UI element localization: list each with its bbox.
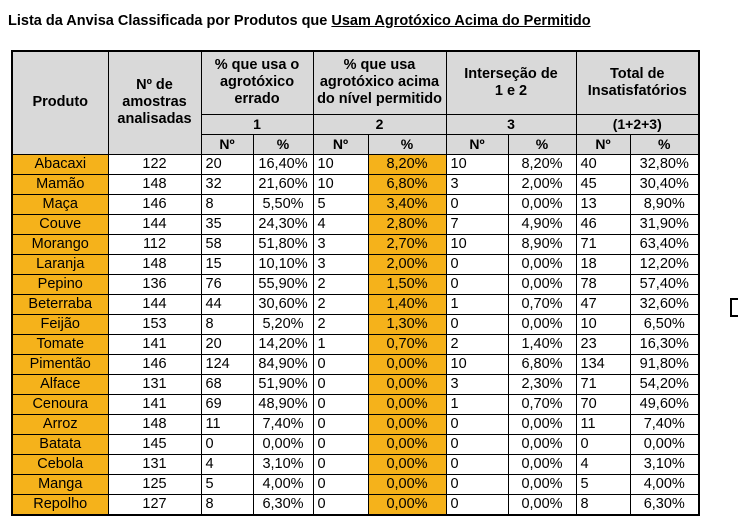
cell-n2: 0: [313, 354, 368, 374]
header-group-3-line: Interseção de: [464, 65, 558, 82]
cell-p2: 2,70%: [368, 234, 446, 254]
cell-amostras: 112: [108, 234, 201, 254]
cell-produto: Feijão: [12, 314, 108, 334]
cell-n2: 0: [313, 494, 368, 515]
cell-pt: 31,90%: [630, 214, 699, 234]
table-row: [12, 334, 699, 354]
cell-produto: Cenoura: [12, 394, 108, 414]
subheader-n: Nº: [201, 134, 253, 154]
cell-p1: 84,90%: [253, 354, 313, 374]
cell-p1: 5,50%: [253, 194, 313, 214]
cell-pt: 7,40%: [630, 414, 699, 434]
cell-p1: 3,10%: [253, 454, 313, 474]
cell-n3: 3: [446, 174, 508, 194]
title-underlined: Usam Agrotóxico Acima do Permitido: [331, 13, 591, 29]
table-row: [12, 434, 699, 454]
cell-p3: 0,00%: [508, 414, 576, 434]
cell-n3: 10: [446, 234, 508, 254]
group-number-2: 2: [313, 114, 446, 134]
cell-p3: 0,00%: [508, 454, 576, 474]
header-group-3: [446, 51, 576, 114]
cell-n2: 0: [313, 414, 368, 434]
cell-p1: 16,40%: [253, 154, 313, 174]
cell-p3: 0,00%: [508, 434, 576, 454]
cell-produto: Maça: [12, 194, 108, 214]
table-row: [12, 154, 699, 174]
cell-n3: 3: [446, 374, 508, 394]
cell-n2: 3: [313, 254, 368, 274]
header-amostras-line: amostras: [122, 94, 187, 111]
cell-pt: 0,00%: [630, 434, 699, 454]
cell-nt: 11: [576, 414, 630, 434]
cell-produto: Pepino: [12, 274, 108, 294]
cell-nt: 46: [576, 214, 630, 234]
anvisa-table: [11, 50, 700, 516]
cell-pt: 91,80%: [630, 354, 699, 374]
cell-produto: Couve: [12, 214, 108, 234]
cell-n1: 124: [201, 354, 253, 374]
cell-p1: 10,10%: [253, 254, 313, 274]
cell-produto: Mamão: [12, 174, 108, 194]
table-row: [12, 414, 699, 434]
header-group-4-line: Insatisfatórios: [587, 82, 687, 99]
cell-p3: 0,00%: [508, 494, 576, 515]
cell-amostras: 131: [108, 374, 201, 394]
cell-n1: 5: [201, 474, 253, 494]
cell-p3: 6,80%: [508, 354, 576, 374]
subheader-pct: %: [253, 134, 313, 154]
cell-p2: 1,40%: [368, 294, 446, 314]
cell-nt: 71: [576, 374, 630, 394]
cell-nt: 10: [576, 314, 630, 334]
cell-n2: 4: [313, 214, 368, 234]
cell-produto: Pimentão: [12, 354, 108, 374]
header-amostras-line: Nº de: [136, 77, 173, 94]
header-group-2: [313, 51, 446, 114]
cell-n3: 7: [446, 214, 508, 234]
cell-p1: 7,40%: [253, 414, 313, 434]
cell-nt: 47: [576, 294, 630, 314]
subheader-n: Nº: [313, 134, 368, 154]
table-row: [12, 294, 699, 314]
cell-n2: 2: [313, 274, 368, 294]
cell-p1: 0,00%: [253, 434, 313, 454]
header-group-1-line: agrotóxico: [219, 74, 295, 91]
cell-pt: 12,20%: [630, 254, 699, 274]
cell-n1: 15: [201, 254, 253, 274]
cell-amostras: 146: [108, 194, 201, 214]
cell-n2: 2: [313, 314, 368, 334]
cell-p2: 0,00%: [368, 434, 446, 454]
subheader-n: Nº: [576, 134, 630, 154]
cell-n3: 0: [446, 494, 508, 515]
cell-p1: 5,20%: [253, 314, 313, 334]
cell-nt: 70: [576, 394, 630, 414]
cell-p3: 0,70%: [508, 294, 576, 314]
cell-n1: 35: [201, 214, 253, 234]
cell-pt: 57,40%: [630, 274, 699, 294]
cell-p1: 14,20%: [253, 334, 313, 354]
cell-n2: 3: [313, 234, 368, 254]
cell-produto: Tomate: [12, 334, 108, 354]
cell-nt: 0: [576, 434, 630, 454]
cell-amostras: 148: [108, 254, 201, 274]
cell-pt: 3,10%: [630, 454, 699, 474]
cell-p3: 8,20%: [508, 154, 576, 174]
header-group-1-line: % que usa o: [214, 57, 300, 74]
header-group-4: [576, 51, 699, 114]
cell-n1: 0: [201, 434, 253, 454]
cell-n3: 0: [446, 434, 508, 454]
cell-n2: 5: [313, 194, 368, 214]
cell-p2: 1,50%: [368, 274, 446, 294]
cell-n2: 2: [313, 294, 368, 314]
table-row: [12, 194, 699, 214]
side-bracket: [730, 298, 738, 317]
cell-nt: 4: [576, 454, 630, 474]
cell-produto: Abacaxi: [12, 154, 108, 174]
cell-nt: 71: [576, 234, 630, 254]
cell-p2: 0,00%: [368, 474, 446, 494]
cell-p3: 2,30%: [508, 374, 576, 394]
cell-n3: 0: [446, 254, 508, 274]
cell-nt: 13: [576, 194, 630, 214]
cell-produto: Batata: [12, 434, 108, 454]
cell-produto: Laranja: [12, 254, 108, 274]
cell-p3: 0,00%: [508, 474, 576, 494]
cell-p1: 51,90%: [253, 374, 313, 394]
cell-n3: 1: [446, 394, 508, 414]
table-row: [12, 354, 699, 374]
cell-amostras: 125: [108, 474, 201, 494]
cell-pt: 6,50%: [630, 314, 699, 334]
cell-nt: 23: [576, 334, 630, 354]
cell-p1: 24,30%: [253, 214, 313, 234]
cell-amostras: 144: [108, 294, 201, 314]
cell-amostras: 153: [108, 314, 201, 334]
cell-produto: Repolho: [12, 494, 108, 515]
page-title: [8, 13, 591, 29]
subheader-pct: %: [508, 134, 576, 154]
table-row: [12, 474, 699, 494]
cell-amostras: 131: [108, 454, 201, 474]
cell-n1: 8: [201, 194, 253, 214]
cell-n1: 58: [201, 234, 253, 254]
cell-p2: 1,30%: [368, 314, 446, 334]
cell-n3: 0: [446, 194, 508, 214]
cell-n2: 10: [313, 174, 368, 194]
cell-p2: 0,00%: [368, 354, 446, 374]
cell-produto: Cebola: [12, 454, 108, 474]
cell-p1: 55,90%: [253, 274, 313, 294]
cell-n3: 0: [446, 454, 508, 474]
cell-p3: 0,00%: [508, 274, 576, 294]
cell-nt: 78: [576, 274, 630, 294]
subheader-pct: %: [368, 134, 446, 154]
cell-pt: 49,60%: [630, 394, 699, 414]
header-group-2-line: agrotóxico acima: [319, 74, 440, 91]
cell-p1: 4,00%: [253, 474, 313, 494]
cell-n3: 0: [446, 314, 508, 334]
cell-n1: 4: [201, 454, 253, 474]
cell-amostras: 136: [108, 274, 201, 294]
cell-pt: 4,00%: [630, 474, 699, 494]
cell-amostras: 122: [108, 154, 201, 174]
header-amostras: [108, 51, 201, 154]
cell-amostras: 141: [108, 394, 201, 414]
cell-p3: 0,00%: [508, 254, 576, 274]
header-produto: Produto: [12, 51, 108, 154]
table-row: [12, 394, 699, 414]
cell-p2: 0,00%: [368, 394, 446, 414]
cell-nt: 134: [576, 354, 630, 374]
cell-pt: 54,20%: [630, 374, 699, 394]
cell-p2: 8,20%: [368, 154, 446, 174]
cell-p2: 2,80%: [368, 214, 446, 234]
cell-p1: 51,80%: [253, 234, 313, 254]
cell-n3: 0: [446, 474, 508, 494]
cell-produto: Morango: [12, 234, 108, 254]
group-number-4: (1+2+3): [576, 114, 699, 134]
table-row: [12, 214, 699, 234]
cell-n3: 2: [446, 334, 508, 354]
cell-nt: 18: [576, 254, 630, 274]
cell-nt: 8: [576, 494, 630, 515]
cell-produto: Arroz: [12, 414, 108, 434]
header-group-1-line: errado: [234, 91, 280, 108]
cell-amostras: 144: [108, 214, 201, 234]
cell-amostras: 127: [108, 494, 201, 515]
cell-p1: 6,30%: [253, 494, 313, 515]
cell-pt: 8,90%: [630, 194, 699, 214]
cell-p3: 8,90%: [508, 234, 576, 254]
cell-n1: 20: [201, 334, 253, 354]
cell-produto: Manga: [12, 474, 108, 494]
cell-p2: 2,00%: [368, 254, 446, 274]
cell-n2: 10: [313, 154, 368, 174]
cell-n1: 76: [201, 274, 253, 294]
cell-p3: 0,00%: [508, 314, 576, 334]
header-group-3-line: 1 e 2: [494, 82, 528, 99]
cell-p2: 0,70%: [368, 334, 446, 354]
table-row: [12, 314, 699, 334]
table-body: [12, 154, 699, 515]
cell-n2: 0: [313, 434, 368, 454]
cell-pt: 16,30%: [630, 334, 699, 354]
cell-p2: 0,00%: [368, 414, 446, 434]
cell-pt: 6,30%: [630, 494, 699, 515]
group-number-1: 1: [201, 114, 313, 134]
subheader-pct: %: [630, 134, 699, 154]
cell-pt: 63,40%: [630, 234, 699, 254]
cell-nt: 5: [576, 474, 630, 494]
table-row: [12, 374, 699, 394]
cell-p2: 3,40%: [368, 194, 446, 214]
table-row: [12, 494, 699, 515]
table-row: [12, 454, 699, 474]
cell-p1: 21,60%: [253, 174, 313, 194]
cell-nt: 40: [576, 154, 630, 174]
cell-produto: Beterraba: [12, 294, 108, 314]
cell-n2: 0: [313, 474, 368, 494]
cell-n1: 11: [201, 414, 253, 434]
cell-n3: 10: [446, 354, 508, 374]
cell-n1: 8: [201, 494, 253, 515]
table-row: [12, 234, 699, 254]
cell-n3: 10: [446, 154, 508, 174]
cell-n1: 68: [201, 374, 253, 394]
cell-n2: 1: [313, 334, 368, 354]
cell-n2: 0: [313, 394, 368, 414]
header-group-2-line: do nível permitido: [317, 91, 442, 108]
cell-p3: 1,40%: [508, 334, 576, 354]
subheader-n: Nº: [446, 134, 508, 154]
table-row: [12, 174, 699, 194]
cell-p3: 4,90%: [508, 214, 576, 234]
cell-pt: 30,40%: [630, 174, 699, 194]
header-amostras-line: analisadas: [117, 111, 192, 128]
cell-amostras: 148: [108, 174, 201, 194]
group-number-3: 3: [446, 114, 576, 134]
cell-amostras: 141: [108, 334, 201, 354]
cell-p1: 30,60%: [253, 294, 313, 314]
header-group-4-line: Total de: [609, 65, 665, 82]
cell-produto: Alface: [12, 374, 108, 394]
cell-pt: 32,80%: [630, 154, 699, 174]
header-group-2-line: % que usa: [343, 57, 416, 74]
cell-n1: 20: [201, 154, 253, 174]
cell-p3: 2,00%: [508, 174, 576, 194]
table-row: [12, 254, 699, 274]
title-prefix: Lista da Anvisa Classificada por Produtos que: [8, 13, 332, 29]
cell-n2: 0: [313, 374, 368, 394]
cell-n1: 69: [201, 394, 253, 414]
cell-p2: 0,00%: [368, 454, 446, 474]
cell-n1: 8: [201, 314, 253, 334]
cell-n1: 32: [201, 174, 253, 194]
cell-n2: 0: [313, 454, 368, 474]
cell-p2: 0,00%: [368, 494, 446, 515]
cell-amostras: 146: [108, 354, 201, 374]
header-group-1: [201, 51, 313, 114]
cell-n1: 44: [201, 294, 253, 314]
cell-n3: 0: [446, 414, 508, 434]
cell-p2: 6,80%: [368, 174, 446, 194]
cell-nt: 45: [576, 174, 630, 194]
cell-p3: 0,70%: [508, 394, 576, 414]
table-row: [12, 274, 699, 294]
cell-n3: 0: [446, 274, 508, 294]
cell-p2: 0,00%: [368, 374, 446, 394]
cell-amostras: 148: [108, 414, 201, 434]
cell-p3: 0,00%: [508, 194, 576, 214]
cell-p1: 48,90%: [253, 394, 313, 414]
cell-amostras: 145: [108, 434, 201, 454]
cell-n3: 1: [446, 294, 508, 314]
cell-pt: 32,60%: [630, 294, 699, 314]
